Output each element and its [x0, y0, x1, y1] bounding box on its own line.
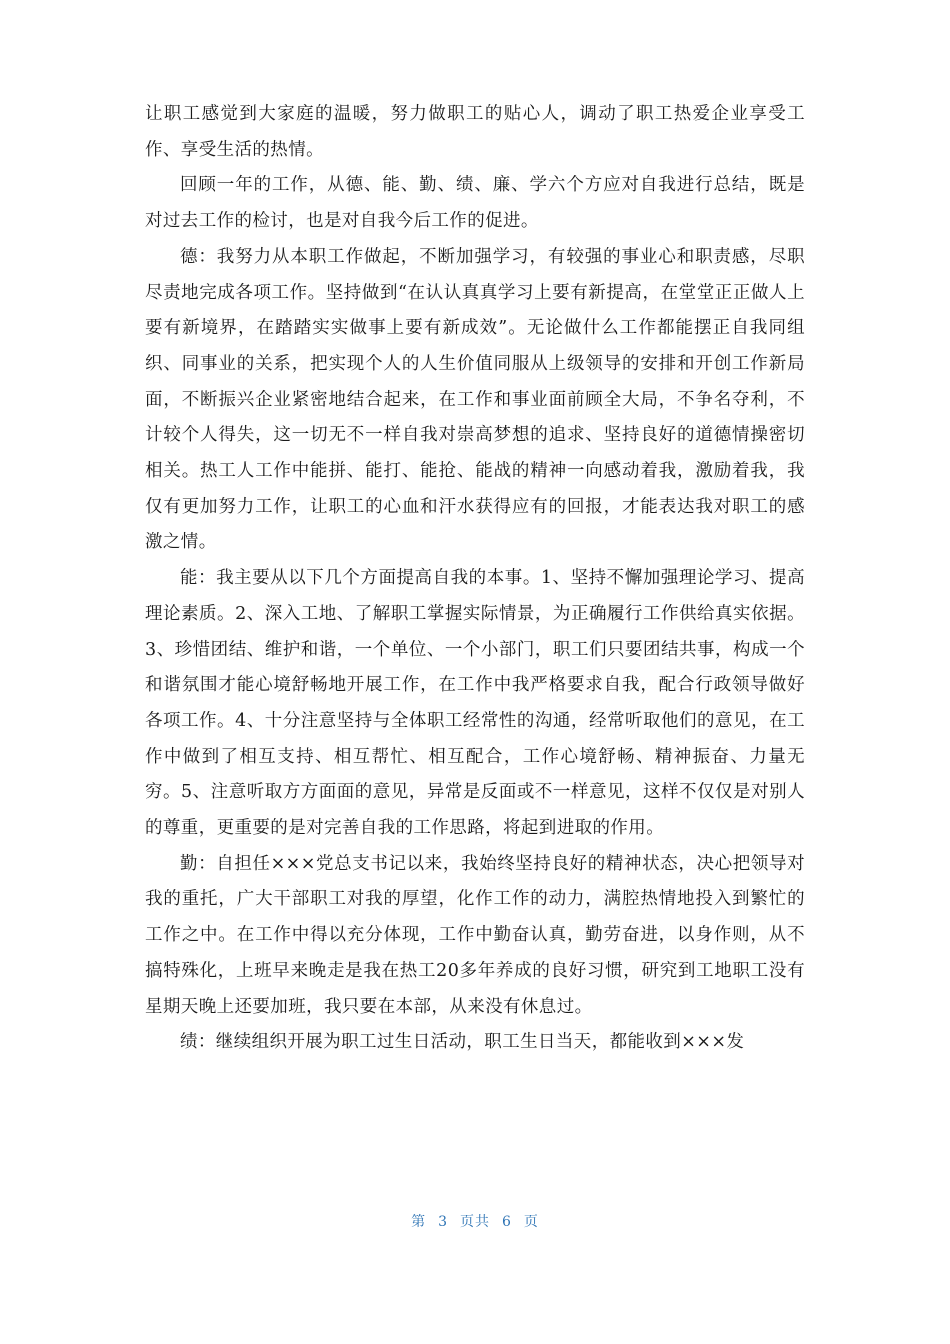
footer-prefix: 第: [411, 1214, 427, 1230]
paragraph-continuation: 让职工感觉到大家庭的温暖，努力做职工的贴心人，调动了职工热爱企业享受工作、享受生活的热情。: [145, 104, 805, 160]
paragraph-ji: 绩：继续组织开展为职工过生日活动，职工生日当天，都能收到×××发: [180, 1032, 745, 1053]
document-body: [145, 97, 805, 1061]
footer-suffix: 页: [523, 1214, 539, 1230]
page-footer: [0, 1211, 950, 1231]
paragraph-qin: 勤：自担任×××党总支书记以来，我始终坚持良好的精神状态，决心把领导对我的重托，广大干部职工对我的厚望，化作工作的动力，满腔热情地投入到繁忙的工作之中。在工作中得以充分体现，工作中勤奋认真，勤劳奋进，以身作则，从不搞特殊化，上班早来晚走是我在热工20多年养成的良好习惯，研究到工地职工没有星期天晚上还要加班，我只要在本部，从来没有休息过。: [145, 853, 805, 1017]
footer-current-page: 3: [438, 1214, 448, 1230]
footer-total-pages: 6: [502, 1214, 512, 1230]
footer-middle: 页共: [460, 1214, 490, 1230]
paragraph-de: 德：我努力从本职工作做起，不断加强学习，有较强的事业心和职责感，尽职尽责地完成各项工作。坚持做到“在认认真真学习上要有新提高，在堂堂正正做人上要有新境界，在踏踏实实做事上要有新成效”。无论做什么工作都能摆正自我同组织、同事业的关系，把实现个人的人生价值同服从上级领导的安排和开创工作新局面，不断振兴企业紧密地结合起来，在工作和事业面前顾全大局，不争名夺利，不计较个人得失，这一切无不一样自我对崇高梦想的追求、坚持良好的道德情操密切相关。热工人工作中能拼、能打、能抢、能战的精神一向感动着我，激励着我，我仅有更加努力工作，让职工的心血和汗水获得应有的回报，才能表达我对职工的感激之情。: [145, 246, 805, 553]
paragraph-review-intro: 回顾一年的工作，从德、能、勤、绩、廉、学六个方应对自我进行总结，既是对过去工作的检讨，也是对自我今后工作的促进。: [145, 175, 805, 232]
paragraph-neng: 能：我主要从以下几个方面提高自我的本事。1、坚持不懈加强理论学习、提高理论素质。2、深入工地、了解职工掌握实际情景，为正确履行工作供给真实依据。3、珍惜团结、维护和谐，一个单位、一个小部门，职工们只要团结共事，构成一个和谐氛围才能心境舒畅地开展工作，在工作中我严格要求自我，配合行政领导做好各项工作。4、十分注意坚持与全体职工经常性的沟通，经常听取他们的意见，在工作中做到了相互支持、相互帮忙、相互配合，工作心境舒畅、精神振奋、力量无穷。5、注意听取方方面面的意见，异常是反面或不一样意见，这样不仅仅是对别人的尊重，更重要的是对完善自我的工作思路，将起到进取的作用。: [145, 568, 805, 839]
